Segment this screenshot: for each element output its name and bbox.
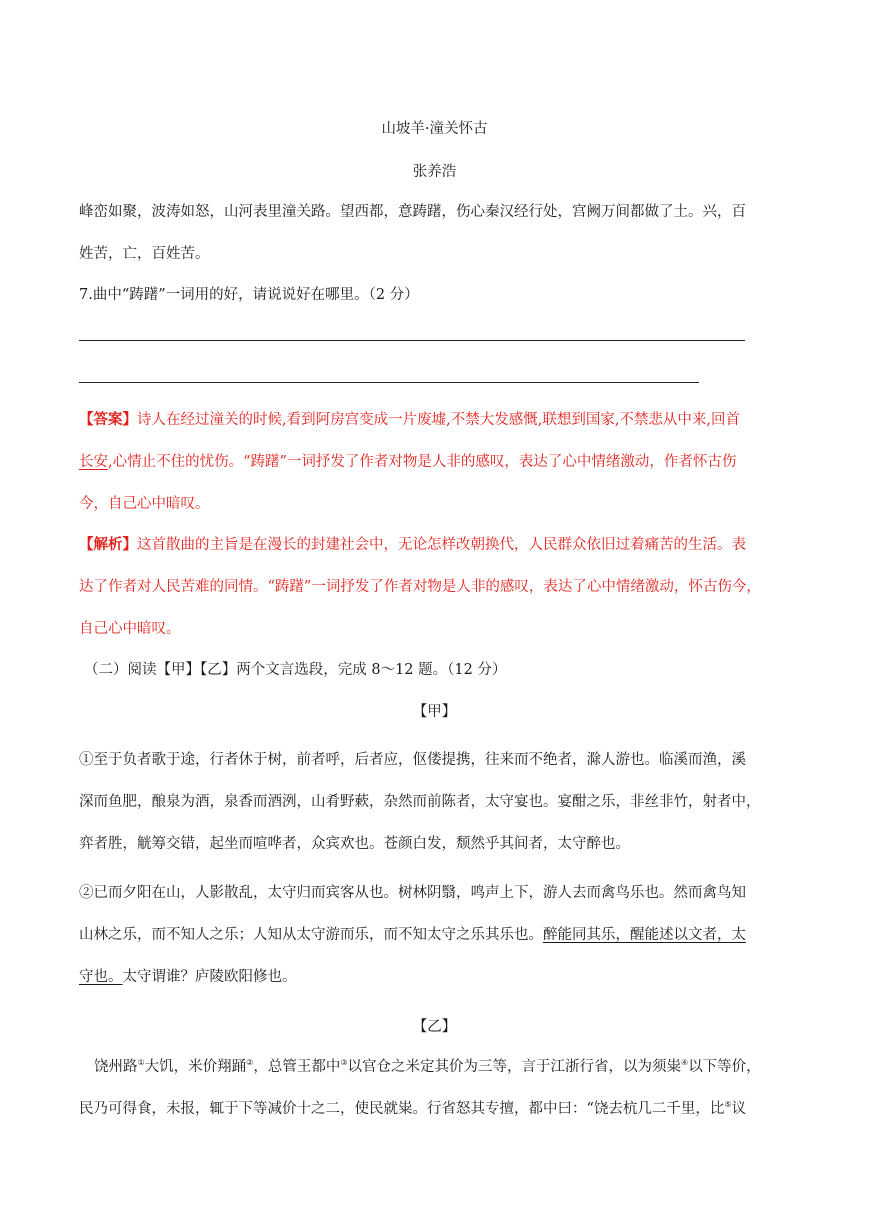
poem-title: 山坡羊·潼关怀古 — [381, 121, 488, 137]
jia-underlined-text: 守也。 — [79, 969, 123, 985]
jia-text-line: ②已而夕阳在山，人影散乱，太守归而宾客从也。树林阴翳，鸣声上下，游人去而禽鸟乐也。然而禽鸟知 — [79, 885, 746, 901]
yi-text: 议 — [731, 1101, 747, 1117]
analysis-paragraph-line: 自己心中暗叹。 — [79, 621, 181, 637]
answer-blank-line[interactable] — [79, 340, 745, 341]
yi-text: 大饥，米价翔踊 — [144, 1059, 247, 1075]
footnote-marker: ③ — [340, 1058, 348, 1068]
answer-text: 诗人在经过潼关的时候,看到阿房宫变成一片废墟,不禁大发感慨,联想到国家,不禁悲从中来,回首 — [137, 412, 741, 428]
answer-paragraph-line — [79, 450, 736, 471]
analysis-text: 这首散曲的主旨是在漫长的封建社会中，无论怎样改朝换代，人民群众依旧过着痛苦的生活。表 — [137, 537, 746, 553]
jia-heading: 【甲】 — [412, 704, 457, 720]
yi-text-line — [79, 1097, 746, 1118]
jia-text-line: ①至于负者歌于途，行者休于树，前者呼，后者应，伛偻提携，往来而不绝者，滁人游也。临溪而渔，溪 — [79, 752, 746, 768]
footnote-marker: ④ — [681, 1058, 689, 1068]
poem-author: 张养浩 — [412, 164, 457, 180]
answer-paragraph-line — [79, 408, 740, 429]
jia-text-line — [79, 923, 746, 944]
analysis-paragraph-line — [79, 533, 746, 554]
section-intro: （二）阅读【甲】【乙】两个文言选段，完成 8～12 题。（12 分） — [84, 662, 507, 678]
answer-blank-line[interactable] — [79, 382, 699, 383]
footnote-marker: ⑤ — [724, 1100, 732, 1110]
yi-text: 民乃可得食，未报，辄于下等减价十之二，使民就粜。行省怒其专擅，都中曰：“饶去杭几二千里，比 — [79, 1101, 725, 1117]
poem-text-line: 姓苦，亡，百姓苦。 — [79, 246, 210, 262]
jia-text: 太守谓谁？庐陵欧阳修也。 — [122, 969, 297, 985]
jia-text-line — [79, 965, 297, 986]
yi-text-line — [94, 1055, 761, 1076]
jia-text: 山林之乐，而不知人之乐；人知从太守游而乐，而不知太守之乐其乐也。 — [79, 927, 543, 943]
footnote-marker: ① — [137, 1058, 145, 1068]
analysis-paragraph-line: 达了作者对人民苦难的同情。“踌躇”一词抒发了作者对物是人非的感叹，表达了心中情绪激动，怀古伤今， — [79, 579, 761, 595]
yi-text: 以下等价， — [688, 1059, 761, 1075]
answer-text: ,心情止不住的忧伤。“踌躇”一词抒发了作者对物是人非的感叹，表达了心中情绪激动，作者怀古伤 — [108, 454, 737, 470]
poem-text-line: 峰峦如聚，波涛如怒，山河表里潼关路。望西都，意踌躇，伤心秦汉经行处，宫阙万间都做了土。兴，百 — [79, 204, 746, 220]
question-7: 7.曲中“踌躇”一词用的好，请说说好在哪里。（2 分） — [79, 287, 419, 303]
jia-underlined-text: 醉能同其乐，醒能述以文者，太 — [543, 927, 746, 943]
yi-heading: 【乙】 — [412, 1019, 457, 1035]
yi-text: 饶州路 — [94, 1059, 138, 1075]
yi-text: 以官仓之米定其价为三等，言于江浙行省，以为须粜 — [347, 1059, 682, 1075]
answer-tag: 【答案】 — [79, 411, 137, 428]
answer-paragraph-line: 今，自己心中暗叹。 — [79, 496, 210, 512]
answer-underlined-text: 长安 — [79, 454, 108, 470]
jia-text-line: 深而鱼肥，酿泉为酒，泉香而酒洌，山肴野蔌，杂然而前陈者，太守宴也。宴酣之乐，非丝非竹，射者中， — [79, 794, 761, 810]
yi-text: ，总管王都中 — [253, 1059, 341, 1075]
jia-text-line: 弈者胜，觥筹交错，起坐而喧哗者，众宾欢也。苍颜白发，颓然乎其间者，太守醉也。 — [79, 836, 630, 852]
footnote-marker: ② — [246, 1058, 254, 1068]
analysis-tag: 【解析】 — [79, 536, 137, 553]
